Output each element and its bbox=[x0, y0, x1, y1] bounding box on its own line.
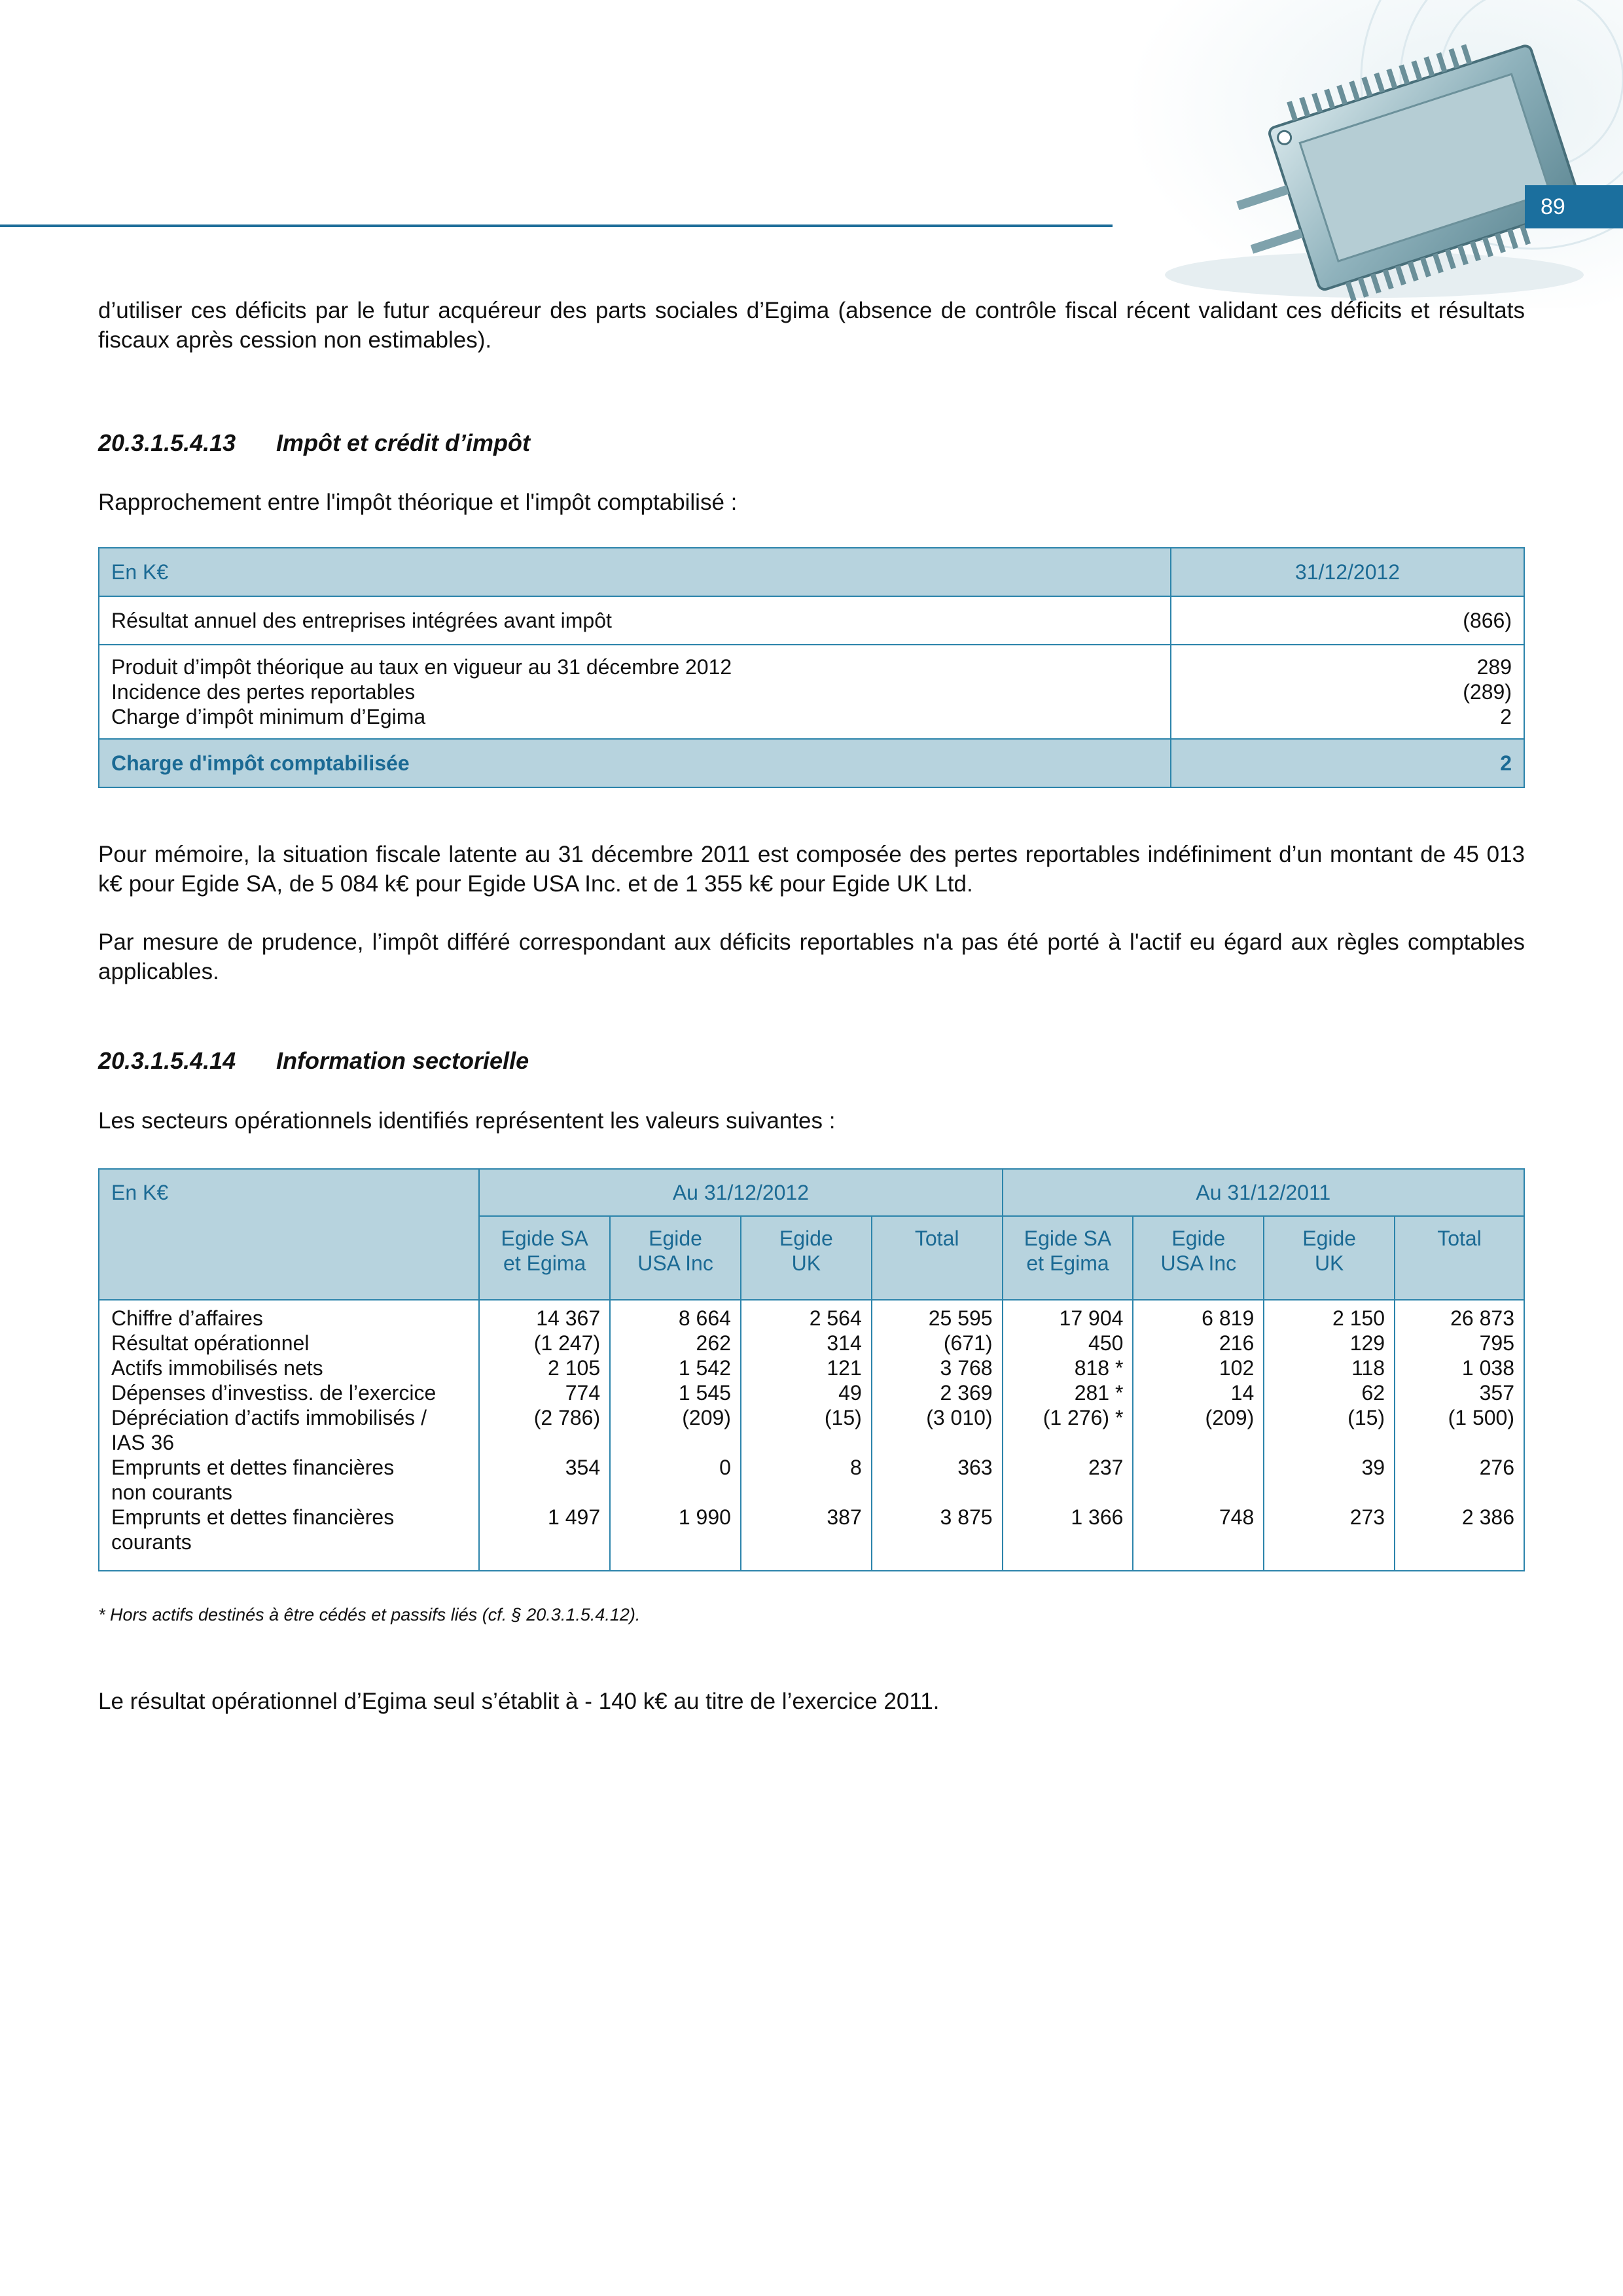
period-2012: Au 31/12/2012 bbox=[479, 1169, 1002, 1216]
col-header: Egide UK bbox=[741, 1216, 872, 1300]
total-value: 2 bbox=[1171, 739, 1524, 787]
table-header-row bbox=[99, 548, 1524, 596]
segments-table-intro: Les secteurs opérationnels identifiés représentent les valeurs suivantes : bbox=[98, 1108, 836, 1134]
col-values: 25 595 (671) 3 768 2 369 (3 010) 363 3 875 bbox=[872, 1300, 1003, 1571]
col-header: Egide USA Inc bbox=[1133, 1216, 1264, 1300]
page-number: 89 bbox=[1525, 185, 1623, 228]
section-title: Impôt et crédit d’impôt bbox=[276, 429, 531, 456]
tax-prudence-paragraph: Par mesure de prudence, l’impôt différé correspondant aux déficits reportables n'a pas été porté à l'actif eu égard aux règles comptables applicables. bbox=[98, 929, 1525, 984]
col-header: Total bbox=[1395, 1216, 1524, 1300]
col-values: 8 664 262 1 542 1 545 (209) 0 1 990 bbox=[610, 1300, 741, 1571]
row-value: 2 bbox=[1500, 705, 1512, 728]
table-row bbox=[99, 596, 1524, 645]
header-cell-date: 31/12/2012 bbox=[1171, 548, 1524, 596]
period-header-row bbox=[99, 1169, 1524, 1216]
header-cell-label: En K€ bbox=[99, 548, 1171, 596]
row-label: Produit d’impôt théorique au taux en vigueur au 31 décembre 2012 bbox=[111, 655, 732, 679]
corner-label: En K€ bbox=[99, 1169, 479, 1300]
row-labels: Chiffre d’affaires Résultat opérationnel Actifs immobilisés nets Dépenses d’investiss. de l’exercice Dépréciation d’actifs immobilisés / IAS 36 Emprunts et dettes financières non courants Emprunts et dettes financières courants bbox=[99, 1300, 479, 1571]
row-values bbox=[1171, 645, 1524, 739]
segment-data-block bbox=[99, 1300, 1524, 1571]
row-labels bbox=[99, 645, 1171, 739]
segment-information-table bbox=[98, 1168, 1525, 1571]
tax-memo-paragraph: Pour mémoire, la situation fiscale latente au 31 décembre 2011 est composée des pertes reportables indéfiniment d’un montant de 45 013 k€ pour Egide SA, de 5 084 k€ pour Egide USA Inc. et de 1 355 k€ pour Egide UK Ltd. bbox=[98, 842, 1525, 897]
period-2011: Au 31/12/2011 bbox=[1003, 1169, 1524, 1216]
col-header: Total bbox=[872, 1216, 1003, 1300]
footnote: * Hors actifs destinés à être cédés et passifs liés (cf. § 20.3.1.5.4.12). bbox=[98, 1605, 641, 1624]
col-header: Egide SA et Egima bbox=[479, 1216, 610, 1300]
header-component-image bbox=[1126, 0, 1623, 308]
section-number: 20.3.1.5.4.13 bbox=[98, 429, 236, 456]
col-values: 6 819 216 102 14 (209) 748 bbox=[1133, 1300, 1264, 1571]
row-label: Incidence des pertes reportables bbox=[111, 680, 416, 704]
col-header: Egide UK bbox=[1264, 1216, 1395, 1300]
col-header: Egide USA Inc bbox=[610, 1216, 741, 1300]
col-values: 14 367 (1 247) 2 105 774 (2 786) 354 1 497 bbox=[479, 1300, 610, 1571]
row-value: (866) bbox=[1171, 596, 1524, 645]
row-label: Résultat annuel des entreprises intégrées avant impôt bbox=[99, 596, 1171, 645]
row-value: (289) bbox=[1463, 680, 1512, 704]
table-row-group bbox=[99, 645, 1524, 739]
section-heading-segments bbox=[98, 1047, 529, 1075]
intro-paragraph: d’utiliser ces déficits par le futur acquéreur des parts sociales d’Egima (absence de contrôle fiscal récent validant ces déficits et résultats fiscaux après cession non estimables). bbox=[98, 298, 1525, 353]
row-label: Charge d’impôt minimum d’Egima bbox=[111, 705, 426, 728]
table-total-row bbox=[99, 739, 1524, 787]
section-heading-tax bbox=[98, 429, 530, 457]
col-values: 2 150 129 118 62 (15) 39 273 bbox=[1264, 1300, 1395, 1571]
col-values: 17 904 450 818 * 281 * (1 276) * 237 1 366 bbox=[1003, 1300, 1133, 1571]
row-value: 289 bbox=[1476, 655, 1512, 679]
total-label: Charge d'impôt comptabilisée bbox=[99, 739, 1171, 787]
header-rule bbox=[0, 224, 1113, 227]
section-number: 20.3.1.5.4.14 bbox=[98, 1047, 236, 1074]
section-title: Information sectorielle bbox=[276, 1047, 529, 1074]
tax-table-intro: Rapprochement entre l'impôt théorique et l'impôt comptabilisé : bbox=[98, 490, 738, 515]
tax-reconciliation-table bbox=[98, 547, 1525, 788]
col-values: 2 564 314 121 49 (15) 8 387 bbox=[741, 1300, 872, 1571]
col-header: Egide SA et Egima bbox=[1003, 1216, 1133, 1300]
closing-paragraph: Le résultat opérationnel d’Egima seul s’établit à - 140 k€ au titre de l’exercice 2011. bbox=[98, 1689, 940, 1714]
col-values: 26 873 795 1 038 357 (1 500) 276 2 386 bbox=[1395, 1300, 1524, 1571]
